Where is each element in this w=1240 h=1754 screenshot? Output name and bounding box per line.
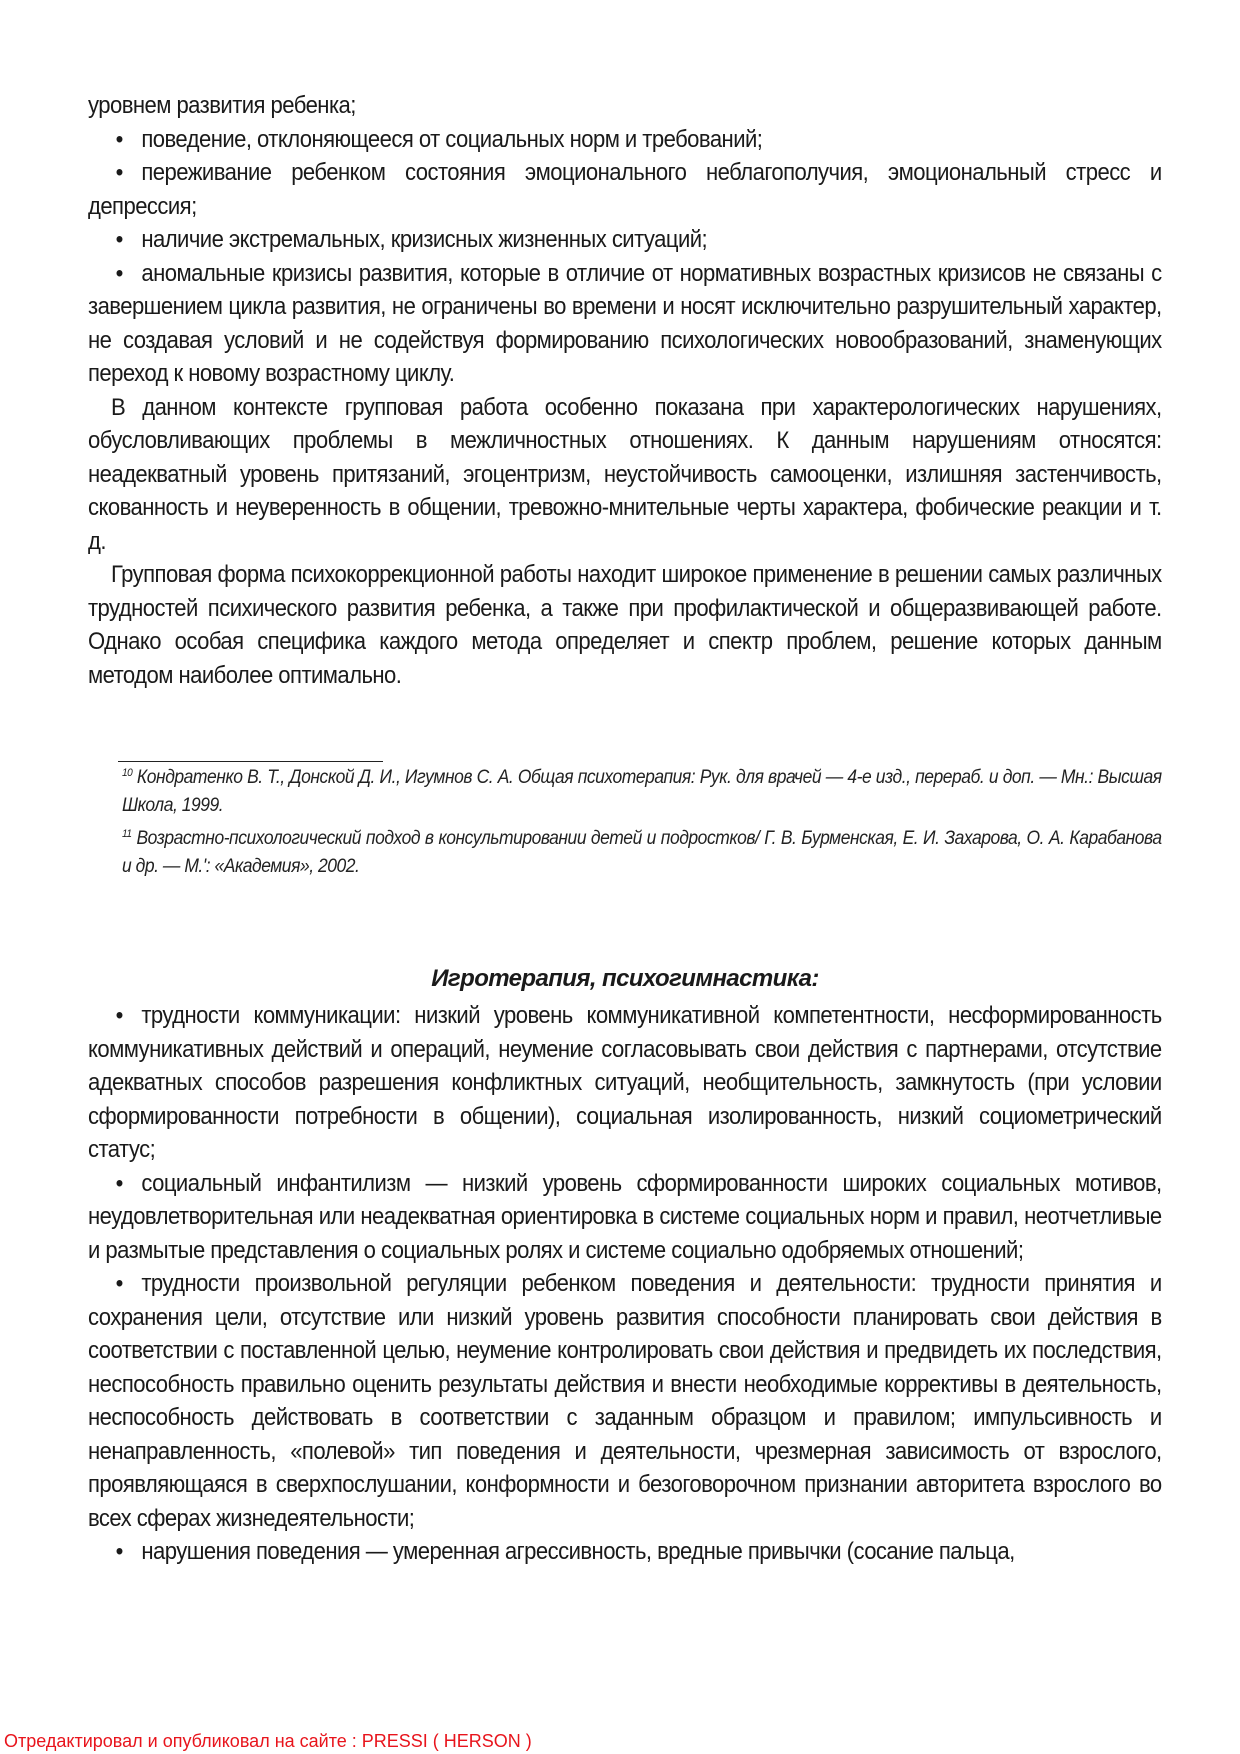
footnote: $^{11}$ Возрастно-психологический подход в консультировании детей и подростков/ Г. В. Бурменская, Е. И. Захарова, О. А. Карабанова и др. — М.': «Академия», 2002. (122, 828, 1162, 877)
list-item: • наличие экстремальных, кризисных жизненных ситуаций; (88, 223, 1162, 257)
bullet-icon: • (115, 259, 123, 287)
list-item: • поведение, отклоняющееся от социальных норм и требований; (88, 123, 1162, 157)
section-heading: Игротерапия, психогимнастика: (431, 965, 819, 992)
footnote: $^{10}$ Кондратенко В. Т., Донской Д. И., Игумнов С. А. Общая психотерапия: Рук. для врачей — 4-е изд., перераб. и доп. — Мн.: Высшая Школа, 1999. (122, 767, 1162, 816)
bullet-icon: • (115, 1002, 123, 1029)
bullet-icon: • (115, 226, 123, 253)
publisher-watermark: Отредактировал и опубликовал на сайте : PRESSI ( HERSON ) (4, 1731, 532, 1751)
paragraph: Групповая форма психокоррекционной работы находит широкое применение в решении самых различных трудностей психического развития ребенка, а также при профилактической и общеразвивающей работе. Однако особая специфика каждого метода определяет и спектр проблем, решение которых данным методом наиболее оптимально. (88, 561, 1162, 689)
section-text-block (88, 999, 1162, 1569)
bullet-icon: • (115, 159, 123, 186)
top-text-block (88, 89, 1162, 692)
lead-line: уровнем развития ребенка; (88, 92, 356, 119)
bullet-icon: • (115, 1270, 123, 1297)
list-item: • трудности произвольной регуляции ребенком поведения и деятельности: трудности принятия и сохранения цели, отсутствие или низкий уровень развития способности планировать свои действия в соответствии с поставленной целью, неумение контролировать свои действия и предвидеть их последствия, неспособность правильно оценить результаты действия и внести необходимые коррективы в деятельность, неспособность действовать в соответствии с заданным образцом и правилом; импульсивность и ненаправленность, «полевой» тип поведения и деятельности, чрезмерная зависимость от взрослого, проявляющаяся в сверхпослушании, конформности и безоговорочном признании авторитета взрослого во всех сферах жизнедеятельности; (88, 1267, 1162, 1535)
list-item: • аномальные кризисы развития, которые в отличие от нормативных возрастных кризисов не связаны с завершением цикла развития, не ограничены во времени и носят исключительно разрушительный характер, не создавая условий и не содействуя формированию психологических новообразований, знаменующих переход к новому возрастному циклу. (88, 257, 1162, 391)
list-item: • нарушения поведения — умеренная агрессивность, вредные привычки (сосание пальца, (88, 1535, 1162, 1569)
bullet-icon: • (115, 1169, 123, 1197)
list-item: • трудности коммуникации: низкий уровень коммуникативной компетентности, несформированность коммуникативных действий и операций, неумение согласовывать свои действия с партнерами, отсутствие адекватных способов разрешения конфликтных ситуаций, необщительность, замкнутость (при условии сформированности потребности в общении), социальная изолированность, низкий социометрический статус; (88, 999, 1162, 1167)
footnote-number: 11 (122, 828, 132, 840)
bullet-icon: • (115, 1538, 123, 1565)
footnote-number: 10 (122, 767, 133, 779)
paragraph: В данном контексте групповая работа особенно показана при характерологических нарушениях, обусловливающих проблемы в межличностных отношениях. К данным нарушениям относятся: неадекватный уровень притязаний, эгоцентризм, неустойчивость самооценки, излишняя застенчивость, скованность и неуверенность в общении, тревожно-мнительные черты характера, фобические реакции и т. д. (88, 393, 1162, 555)
footnotes (122, 759, 1162, 881)
list-item: • переживание ребенком состояния эмоционального неблагополучия, эмоциональный стресс и депрессия; (88, 156, 1162, 223)
bullet-icon: • (115, 125, 123, 153)
list-item: • социальный инфантилизм — низкий уровень сформированности широких социальных мотивов, неудовлетворительная или неадекватная ориентировка в системе социальных норм и правил, неотчетливые и размытые представления о социальных ролях и системе социально одобряемых отношений; (88, 1167, 1162, 1268)
